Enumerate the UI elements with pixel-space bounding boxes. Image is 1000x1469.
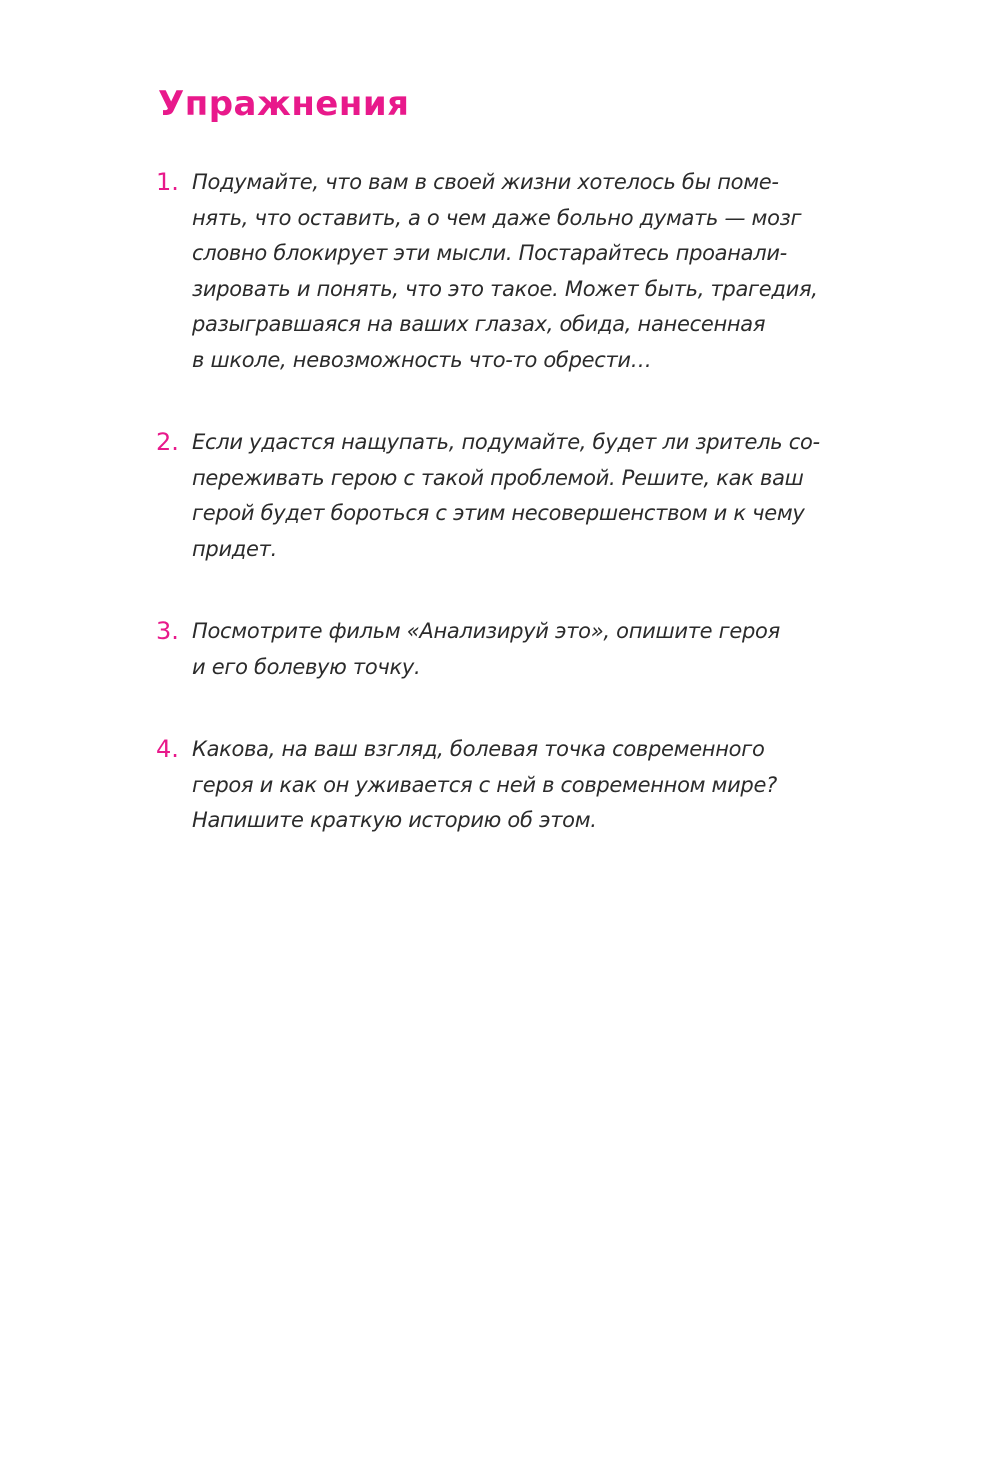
exercise-number: 4. [156, 735, 179, 763]
exercise-number: 3. [156, 617, 179, 645]
exercise-number: 2. [156, 428, 179, 456]
exercise-text: Если удастся нащупать, подумайте, будет ли зритель со- переживать герою с такой проблемой. Решите, как ваш герой будет бороться с этим несовершенством и к чему придет. [192, 430, 820, 561]
exercise-text: Посмотрите фильм «Анализируй это», опишите героя и его болевую точку. [192, 619, 780, 679]
exercise-item-2 [156, 425, 916, 567]
exercise-item-3 [156, 614, 916, 685]
exercise-text: Подумайте, что вам в своей жизни хотелось бы поме- нять, что оставить, а о чем даже больно думать — мозг словно блокирует эти мысли. Постарайтесь проанали- зировать и понять, что это такое. Может быть, трагедия, разыгравшаяся на ваших глазах, обида, нанесенная в школе, невозможность что-то обрести… [192, 170, 818, 372]
exercise-item-1 [156, 165, 916, 378]
page-heading: Упражнения [158, 84, 410, 124]
exercise-list [156, 165, 916, 886]
exercise-item-4 [156, 732, 916, 839]
exercise-text: Какова, на ваш взгляд, болевая точка современного героя и как он уживается с ней в современном мире? Напишите краткую историю об этом. [192, 737, 777, 832]
exercise-number: 1. [156, 168, 179, 196]
